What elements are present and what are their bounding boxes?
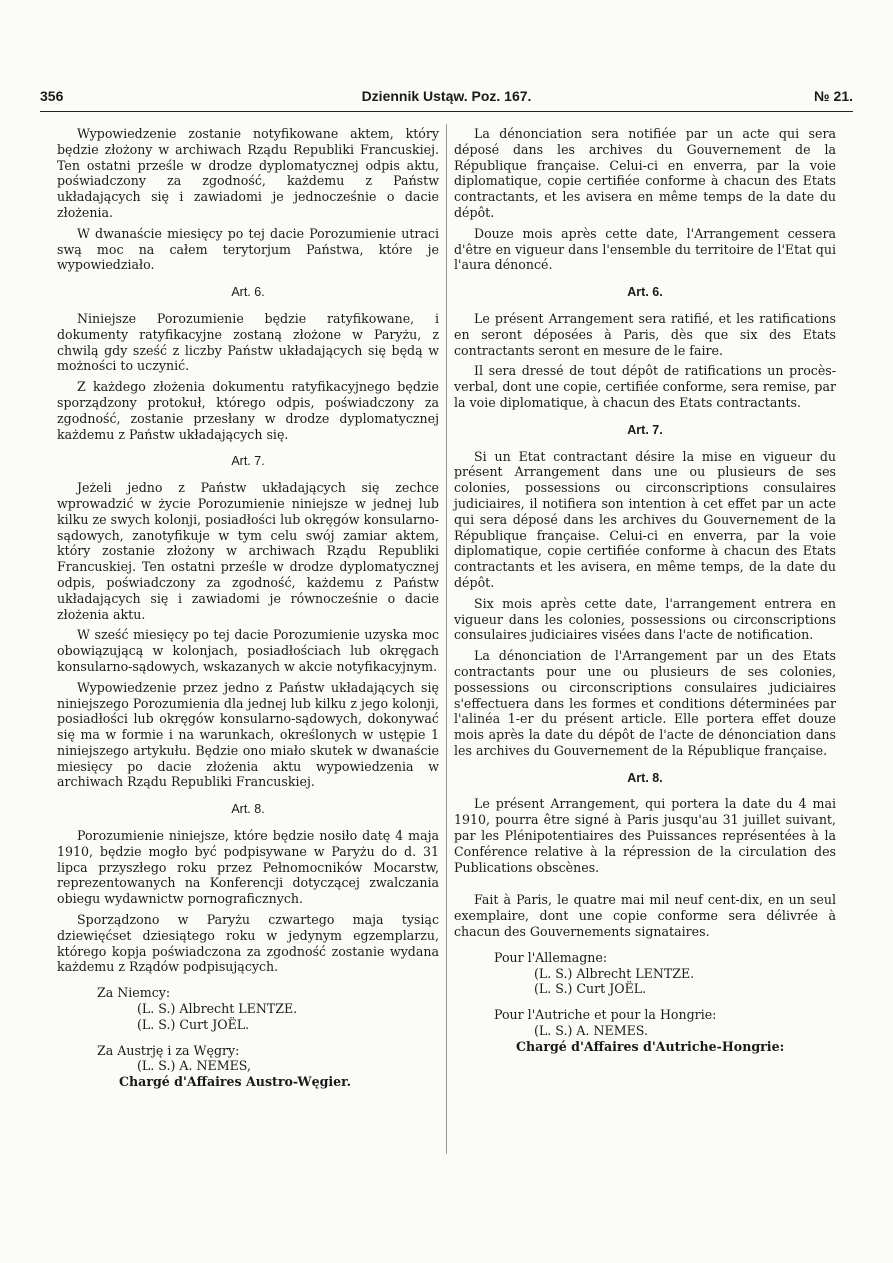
paragraph: Sporządzono w Paryżu czwartego maja tysiąc dziewięćset dziesiątego roku w jedynym egzemplarzu, którego kopja poświadczona za zgodność zostanie wydana każdemu z Rządów podpisujących.	[57, 912, 439, 975]
paragraph: Jeżeli jedno z Państw układających się zechce wprowadzić w życie Porozumienie niniejsze w jednej lub kilku ze swych kolonji, posiadłości lub okręgów konsularno-sądowych, zanotyfikuje w tym celu swój zamiar aktem, który zostanie złożony w archiwach Rządu Republiki Francuskiej. Ten ostatni prześle w drodze dyplomatycznej odpis, poświadczony za zgodność, każdemu z Państw układających się i zawiadomi je równocześnie o dacie złożenia aktu.	[57, 480, 439, 622]
paragraph: Douze mois après cette date, l'Arrangement cessera d'être en vigueur dans l'ensemble du territoire de l'Etat qui l'aura dénoncé.	[454, 225, 836, 273]
paragraph: Niniejsze Porozumienie będzie ratyfikowane, i dokumenty ratyfikacyjne zostaną złożone w Paryżu, z chwilą gdy sześć z liczby Państw układających się będą w możności to uczynić.	[57, 310, 439, 374]
signature-line: (L. S.) Albrecht LENTZE.	[534, 965, 695, 981]
page-header	[40, 88, 853, 110]
signature-line: (L. S.) A. NEMES,	[137, 1058, 251, 1074]
paragraph: Wypowiedzenie zostanie notyfikowane aktem, który będzie złożony w archiwach Rządu Republiki Francuskiej. Ten ostatni prześle w drodze dyplomatycznej odpis aktu, poświadczony za zgodność, każdemu z Państw układających się i zawiadomi je jednocześnie o dacie złożenia.	[57, 126, 439, 220]
issue-number: № 21.	[814, 88, 853, 104]
french-column	[454, 126, 836, 1055]
signature-line: (L. S.) A. NEMES.	[534, 1023, 648, 1039]
paragraph: Le présent Arrangement, qui portera la date du 4 mai 1910, pourra être signé à Paris jusqu'au 31 juillet suivant, par les Plénipotentiaires des Puissances représentées à la Conférence relative à la répression de la circulation des Publications obscènes.	[454, 796, 836, 875]
article-heading: Art. 6.	[231, 285, 265, 300]
article-heading: Art. 8.	[231, 802, 265, 817]
signatory-country: Pour l'Allemagne:	[494, 949, 608, 965]
page-number: 356	[40, 88, 64, 104]
signature-line: (L. S.) Albrecht LENTZE.	[137, 1001, 298, 1017]
paragraph: Wypowiedzenie przez jedno z Państw układających się niniejszego Porozumienia dla jednej lub kilku z jego kolonji, posiadłości lub okręgów konsularno-sądowych, dokonywać się ma w formie i na warunkach, określonych w ustępie 1 niniejszego artykułu. Będzie ono miało skutek w dwanaście miesięcy po dacie złożenia aktu wypowiedzenia w archiwach Rządu Republiki Francuskiej.	[57, 679, 439, 790]
paragraph: W sześć miesięcy po tej dacie Porozumienie uzyska moc obowiązującą w kolonjach, posiadłościach lub okręgach konsularno-sądowych, wskazanych w akcie notyfikacyjnym.	[57, 627, 439, 674]
signatory-country: Za Austrję i za Węgry:	[97, 1042, 240, 1058]
paragraph: Z każdego złożenia dokumentu ratyfikacyjnego będzie sporządzony protokuł, którego odpis, poświadczony za zgodność, zostanie przesłany w drodze dyplomatycznej każdemu z Państw układających się.	[57, 379, 439, 442]
signature-block	[57, 1043, 439, 1090]
signature-line: (L. S.) Curt JOËL.	[534, 981, 647, 997]
polish-column	[57, 126, 439, 1090]
signature-block	[454, 1007, 836, 1054]
paragraph: Six mois après cette date, l'arrangement entrera en vigueur dans les colonies, possessions ou circonscriptions consulaires judiciaires visées dans l'acte de notification.	[454, 595, 836, 643]
signature-title: Chargé d'Affaires d'Autriche-Hongrie:	[516, 1038, 785, 1054]
paragraph: Il sera dressé de tout dépôt de ratifications un procès-verbal, dont une copie, certifiée conforme, sera remise, par la voie diplomatique, à chacun des Etats contractants.	[454, 363, 836, 410]
signature-block	[57, 985, 439, 1032]
journal-title: Dziennik Ustąw. Poz. 167.	[361, 88, 532, 104]
paragraph: La dénonciation de l'Arrangement par un des Etats contractants pour une ou plusieurs de ses colonies, possessions ou circonscriptions consulaires judiciaires s'effectuera dans les formes et conditions déterminées par l'alinéa 1-er du présent article. Elle portera effet douze mois après la date du dépôt de l'acte de dénonciation dans les archives du Gouvernement de la République française.	[454, 648, 836, 758]
article-heading: Art. 7.	[231, 454, 265, 469]
paragraph: Porozumienie niniejsze, które będzie nosiło datę 4 maja 1910, będzie mogło być podpisywane w Paryżu do d. 31 lipca przyszłego roku przez Pełnomocników Mocarstw, reprezentowanych na Konferencji dotyczącej zwalczania obiegu wydawnictw pornograficznych.	[57, 828, 439, 907]
paragraph: Fait à Paris, le quatre mai mil neuf cent-dix, en un seul exemplaire, dont une copie conforme sera délivrée à chacun des Gouvernements signataires.	[454, 892, 836, 940]
paragraph: W dwanaście miesięcy po tej dacie Porozumienie utraci swą moc na całem terytorjum Państwa, które je wypowiedziało.	[57, 225, 439, 273]
signature-title: Chargé d'Affaires Austro-Węgier.	[119, 1074, 352, 1090]
article-heading: Art. 7.	[627, 422, 663, 437]
article-heading: Art. 6.	[627, 285, 663, 300]
paragraph: La dénonciation sera notifiée par un acte qui sera déposé dans les archives du Gouvernement de la République française. Celui-ci en enverra, par la voie diplomatique, copie certifiée conforme à chacun des Etats contractants, et les avisera en même temps de la date du dépôt.	[454, 126, 836, 220]
signature-line: (L. S.) Curt JOËL.	[137, 1016, 250, 1032]
spacer	[454, 880, 836, 892]
paragraph: Le présent Arrangement sera ratifié, et les ratifications en seront déposées à Paris, dès que six des Etats contractants seront en mesure de le faire.	[454, 310, 836, 358]
signatory-country: Za Niemcy:	[97, 985, 171, 1001]
signatory-country: Pour l'Autriche et pour la Hongrie:	[494, 1007, 717, 1023]
header-rule	[40, 111, 853, 112]
column-divider	[446, 124, 447, 1154]
article-heading: Art. 8.	[627, 770, 663, 785]
signature-block	[454, 950, 836, 997]
paragraph: Si un Etat contractant désire la mise en vigueur du présent Arrangement dans une ou plusieurs de ses colonies, possessions ou circonscriptions consulaires judiciaires, il notifiera son intention à cet effet par un acte qui sera déposé dans les archives du Gouvernement de la République française. Celui-ci en enverra, par la voie diplomatique, copie certifiée conforme à chacun des Etats contractants et les avisera, en même temps, de la date du dépôt.	[454, 448, 836, 590]
